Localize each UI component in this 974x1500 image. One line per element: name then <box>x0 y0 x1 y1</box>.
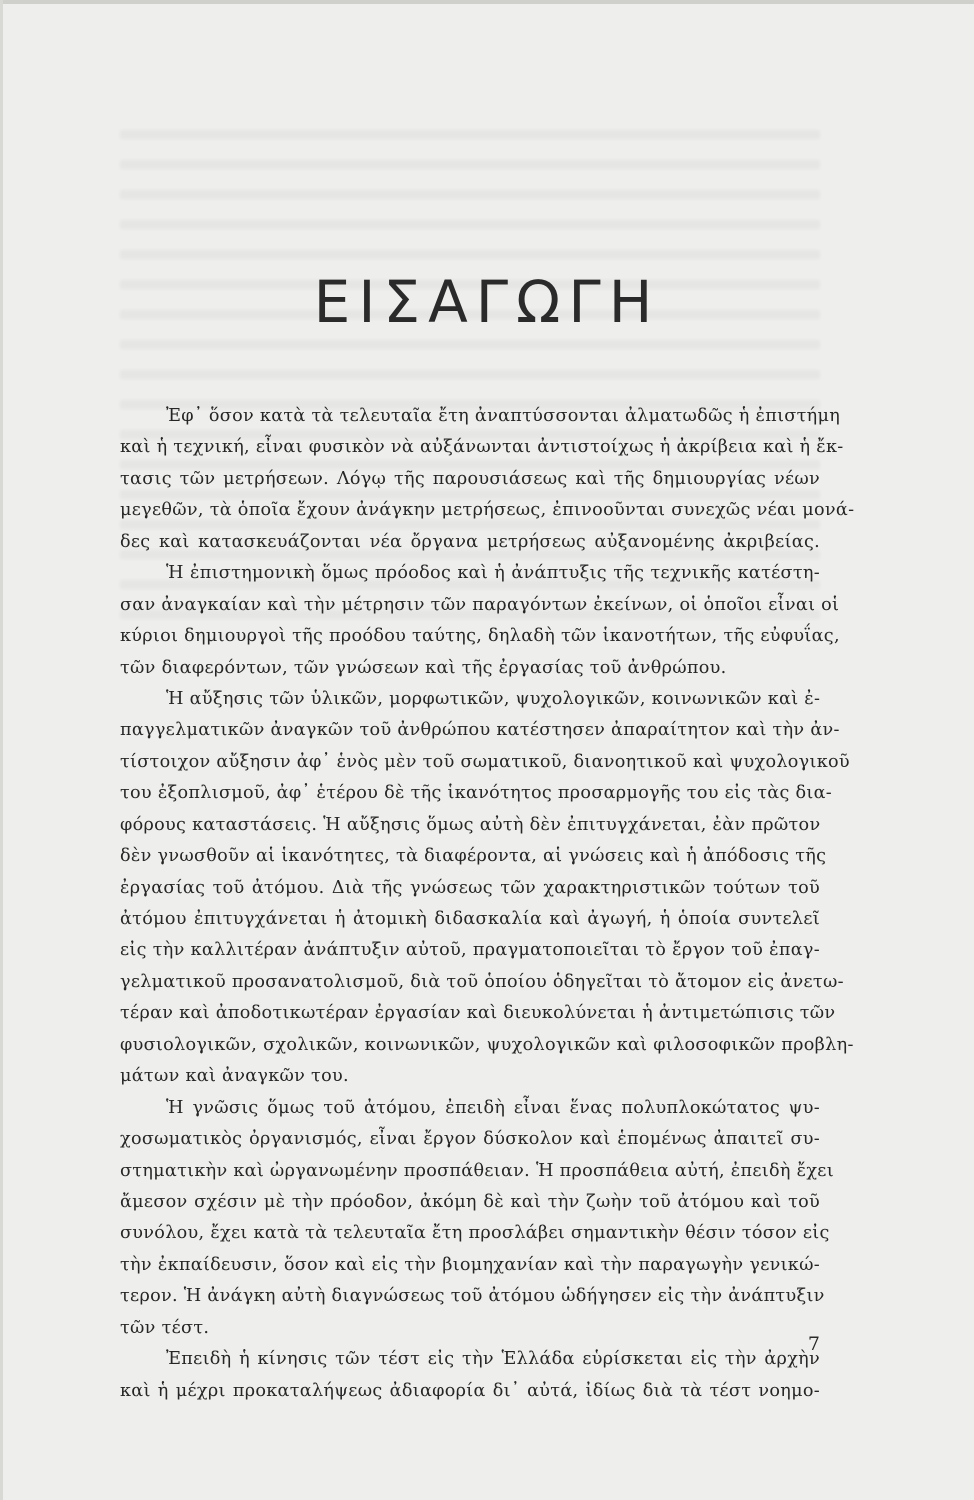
text-line: καὶ ἡ τεχνική, εἶναι φυσικὸν νὰ αὐξάνωνται ἀντιστοίχως ἡ ἀκρίβεια καὶ ἡ ἔκ- <box>120 437 844 458</box>
text-line: Ἡ αὔξησις τῶν ὑλικῶν, μορφωτικῶν, ψυχολογικῶν, κοινωνικῶν καὶ ἐ- <box>166 688 821 709</box>
text-line: Ἡ γνῶσις ὅμως τοῦ ἀτόμου, ἐπειδὴ εἶναι ἕνας πολυπλοκώτατος ψυ- <box>166 1097 820 1118</box>
page-left-edge <box>0 0 3 1500</box>
chapter-title: ΕΙΣΑΓΩΓΗ <box>313 268 661 336</box>
text-line: δες καὶ κατασκευάζονται νέα ὄργανα μετρήσεως αὐξανομένης ἀκριβείας. <box>120 531 820 552</box>
text-line: σαν ἀναγκαίαν καὶ τὴν μέτρησιν τῶν παραγόντων ἐκείνων, οἱ ὁποῖοι εἶναι οἱ <box>120 594 840 615</box>
text-line: τῶν τέστ. <box>120 1317 210 1338</box>
text-line: του ἐξοπλισμοῦ, ἀφ᾽ ἑτέρου δὲ τῆς ἱκανότητος προσαρμογῆς του εἰς τὰς δια- <box>120 783 833 804</box>
text-line: φυσιολογικῶν, σχολικῶν, κοινωνικῶν, ψυχολογικῶν καὶ φιλοσοφικῶν προβλη- <box>120 1034 854 1055</box>
text-line: τασις τῶν μετρήσεων. Λόγῳ τῆς παρουσιάσεως καὶ τῆς δημιουργίας νέων <box>120 468 820 489</box>
text-line: Ἐφ᾽ ὅσον κατὰ τὰ τελευταῖα ἔτη ἀναπτύσσονται ἀλματωδῶς ἡ ἐπιστήμη <box>166 406 841 426</box>
page-number: 7 <box>807 1333 820 1355</box>
text-line: κύριοι δημιουργοὶ τῆς προόδου ταύτης, δηλαδὴ τῶν ἱκανοτήτων, τῆς εὐφυΐας, <box>120 626 840 647</box>
text-line: ἐργασίας τοῦ ἀτόμου. Διὰ τῆς γνώσεως τῶν χαρακτηριστικῶν τούτων τοῦ <box>120 877 820 898</box>
text-line: φόρους καταστάσεις. Ἡ αὔξησις ὅμως αὐτὴ δὲν ἐπιτυγχάνεται, ἐὰν πρῶτον <box>120 814 821 835</box>
text-line: τίστοιχον αὔξησιν ἀφ᾽ ἑνὸς μὲν τοῦ σωματικοῦ, διανοητικοῦ καὶ ψυχολογικοῦ <box>120 751 850 772</box>
text-line: μάτων καὶ ἀναγκῶν του. <box>120 1066 349 1087</box>
text-line: ἀτόμου ἐπιτυγχάνεται ἡ ἀτομικὴ διδασκαλία καὶ ἀγωγή, ἡ ὁποία συντελεῖ <box>120 909 820 929</box>
text-line: ἄμεσον σχέσιν μὲ τὴν πρόοδον, ἀκόμη δὲ καὶ τὴν ζωὴν τοῦ ἀτόμου καὶ τοῦ <box>120 1191 820 1212</box>
text-line: γελματικοῦ προσανατολισμοῦ, διὰ τοῦ ὁποίου ὁδηγεῖται τὸ ἄτομον εἰς ἀνετω- <box>120 971 844 992</box>
text-line: Ἐπειδὴ ἡ κίνησις τῶν τέστ εἰς τὴν Ἑλλάδα εὑρίσκεται εἰς τὴν ἀρχὴν <box>166 1349 820 1370</box>
text-line: Ἡ ἐπιστημονικὴ ὅμως πρόοδος καὶ ἡ ἀνάπτυξις τῆς τεχνικῆς κατέστη- <box>166 563 820 584</box>
text-line: τέραν καὶ ἀποδοτικωτέραν ἐργασίαν καὶ διευκολύνεται ἡ ἀντιμετώπισις τῶν <box>120 1003 836 1024</box>
text-line: δὲν γνωσθοῦν αἱ ἱκανότητες, τὰ διαφέροντα, αἱ γνώσεις καὶ ἡ ἀπόδοσις τῆς <box>120 846 827 867</box>
text-line: παγγελματικῶν ἀναγκῶν τοῦ ἀνθρώπου κατέστησεν ἀπαραίτητον καὶ τὴν ἀν- <box>120 720 840 741</box>
text-line: εἰς τὴν καλλιτέραν ἀνάπτυξιν αὐτοῦ, πραγματοποιεῖται τὸ ἔργον τοῦ ἐπαγ- <box>120 940 820 961</box>
body-text <box>120 401 855 1407</box>
text-line: στηματικὴν καὶ ὠργανωμένην προσπάθειαν. Ἡ προσπάθεια αὐτή, ἐπειδὴ ἔχει <box>120 1160 834 1181</box>
text-line: τῶν διαφερόντων, τῶν γνώσεων καὶ τῆς ἐργασίας τοῦ ἀνθρώπου. <box>120 657 727 678</box>
text-line: συνόλου, ἔχει κατὰ τὰ τελευταῖα ἔτη προσλάβει σημαντικὴν θέσιν τόσον εἰς <box>120 1223 830 1244</box>
page-top-edge <box>0 0 974 4</box>
text-line: τερον. Ἡ ἀνάγκη αὐτὴ διαγνώσεως τοῦ ἀτόμου ὡδήγησεν εἰς τὴν ἀνάπτυξιν <box>120 1286 825 1307</box>
text-line: μεγεθῶν, τὰ ὁποῖα ἔχουν ἀνάγκην μετρήσεως, ἐπινοοῦνται συνεχῶς νέαι μονά- <box>120 500 855 521</box>
text-line: τὴν ἐκπαίδευσιν, ὅσον καὶ εἰς τὴν βιομηχανίαν καὶ τὴν παραγωγὴν γενικώ- <box>120 1254 820 1275</box>
text-line: καὶ ἡ μέχρι προκαταλήψεως ἀδιαφορία δι᾽ αὐτά, ἰδίως διὰ τὰ τέστ νοημο- <box>120 1380 820 1401</box>
text-line: χοσωματικὸς ὀργανισμός, εἶναι ἔργον δύσκολον καὶ ἑπομένως ἀπαιτεῖ συ- <box>120 1129 820 1150</box>
